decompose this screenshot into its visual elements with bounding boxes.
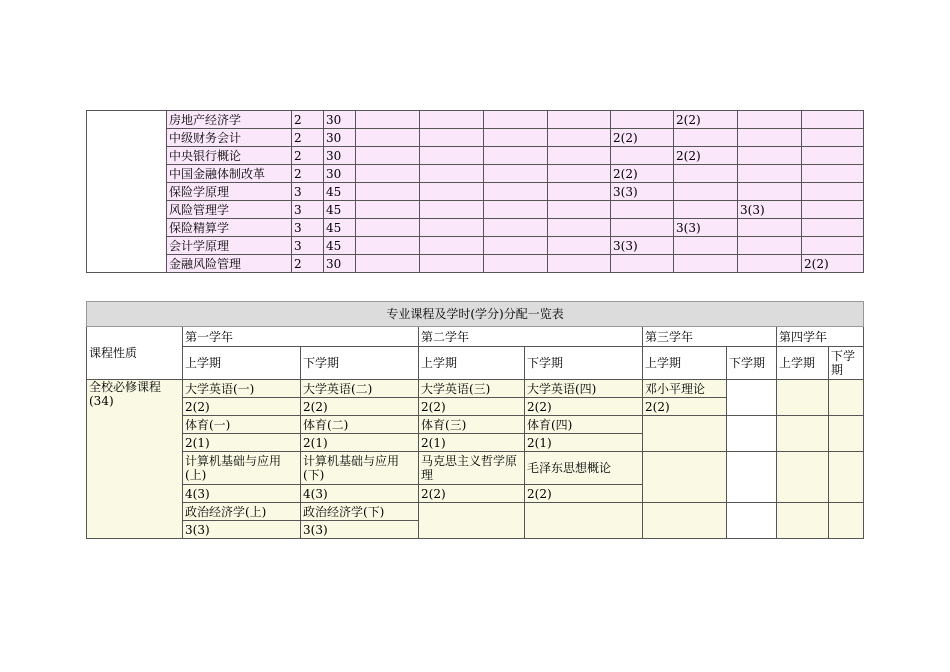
semester-allocation <box>420 255 484 273</box>
table-row <box>87 219 864 237</box>
course-table-upper <box>86 110 864 273</box>
table-row <box>87 165 864 183</box>
semester-allocation <box>420 129 484 147</box>
course-allocation-table <box>86 301 864 539</box>
empty-cell <box>643 452 727 503</box>
course-name: 房地产经济学 <box>167 111 292 129</box>
semester-allocation: 2(2) <box>611 129 674 147</box>
course-name: 会计学原理 <box>167 237 292 255</box>
semester-allocation <box>420 165 484 183</box>
course-name: 计算机基础与应用(下) <box>301 452 419 485</box>
semester-allocation <box>548 129 611 147</box>
course-name: 体育(一) <box>183 416 301 434</box>
semester-allocation <box>738 129 802 147</box>
semester-allocation <box>356 129 420 147</box>
semester-allocation <box>484 183 548 201</box>
course-credit: 2(2) <box>525 485 643 503</box>
course-credit: 2(1) <box>419 434 525 452</box>
course-name: 中级财务会计 <box>167 129 292 147</box>
table-row <box>87 201 864 219</box>
semester-allocation <box>356 183 420 201</box>
course-credit: 4(3) <box>183 485 301 503</box>
semester-allocation <box>802 129 864 147</box>
course-name: 金融风险管理 <box>167 255 292 273</box>
course-hours: 30 <box>324 129 356 147</box>
empty-cell <box>777 380 829 416</box>
semester-header: 上学期 <box>643 347 727 380</box>
year-4-header: 第四学年 <box>777 327 864 347</box>
semester-allocation: 2(2) <box>674 111 738 129</box>
semester-allocation <box>738 147 802 165</box>
course-credit: 3 <box>292 183 324 201</box>
category-cell <box>87 111 167 273</box>
semester-allocation: 3(3) <box>738 201 802 219</box>
semester-allocation <box>356 201 420 219</box>
table-row <box>87 111 864 129</box>
course-hours: 30 <box>324 111 356 129</box>
empty-cell <box>643 416 727 452</box>
course-hours: 45 <box>324 237 356 255</box>
semester-header: 下学期 <box>727 347 777 380</box>
semester-allocation <box>356 237 420 255</box>
course-name: 计算机基础与应用(上) <box>183 452 301 485</box>
semester-allocation <box>548 255 611 273</box>
table-row <box>87 183 864 201</box>
semester-allocation <box>738 183 802 201</box>
empty-cell <box>777 416 829 452</box>
course-credit: 2 <box>292 165 324 183</box>
semester-allocation <box>802 237 864 255</box>
course-name: 大学英语(一) <box>183 380 301 398</box>
course-credit: 3 <box>292 201 324 219</box>
semester-allocation <box>484 129 548 147</box>
table-row <box>87 255 864 273</box>
table-row <box>87 129 864 147</box>
semester-allocation <box>738 165 802 183</box>
semester-allocation <box>674 255 738 273</box>
semester-allocation <box>738 237 802 255</box>
semester-allocation <box>356 219 420 237</box>
semester-allocation <box>356 165 420 183</box>
semester-allocation <box>611 255 674 273</box>
semester-allocation <box>548 165 611 183</box>
semester-allocation <box>738 255 802 273</box>
semester-header: 上学期 <box>183 347 301 380</box>
semester-allocation <box>802 165 864 183</box>
semester-allocation <box>484 147 548 165</box>
year-3-header: 第三学年 <box>643 327 777 347</box>
empty-cell <box>727 380 777 416</box>
semester-allocation <box>548 219 611 237</box>
semester-allocation <box>420 183 484 201</box>
course-credit: 2 <box>292 255 324 273</box>
semester-allocation <box>674 183 738 201</box>
course-name: 邓小平理论 <box>643 380 727 398</box>
course-credit: 4(3) <box>301 485 419 503</box>
semester-header: 上学期 <box>419 347 525 380</box>
semester-header: 下学期 <box>525 347 643 380</box>
semester-allocation <box>738 219 802 237</box>
empty-cell <box>727 452 777 503</box>
empty-cell <box>829 503 864 539</box>
course-name: 大学英语(四) <box>525 380 643 398</box>
semester-allocation <box>356 111 420 129</box>
course-name: 体育(二) <box>301 416 419 434</box>
course-credit: 2(1) <box>183 434 301 452</box>
semester-allocation: 2(2) <box>674 147 738 165</box>
table-row <box>87 237 864 255</box>
course-credit: 3(3) <box>301 521 419 539</box>
semester-allocation <box>611 219 674 237</box>
course-name: 政治经济学(上) <box>183 503 301 521</box>
empty-cell <box>829 452 864 503</box>
course-name: 体育(四) <box>525 416 643 434</box>
semester-allocation <box>484 111 548 129</box>
course-hours: 30 <box>324 147 356 165</box>
semester-allocation <box>548 201 611 219</box>
semester-allocation: 3(3) <box>611 237 674 255</box>
semester-allocation: 2(2) <box>611 165 674 183</box>
semester-allocation <box>484 165 548 183</box>
semester-allocation <box>484 219 548 237</box>
empty-cell <box>525 503 643 539</box>
course-hours: 45 <box>324 201 356 219</box>
course-credit: 2 <box>292 111 324 129</box>
course-hours: 30 <box>324 165 356 183</box>
course-name: 保险精算学 <box>167 219 292 237</box>
semester-allocation <box>420 111 484 129</box>
semester-allocation <box>548 111 611 129</box>
course-name: 政治经济学(下) <box>301 503 419 521</box>
course-name: 保险学原理 <box>167 183 292 201</box>
empty-cell <box>829 380 864 416</box>
empty-cell <box>777 503 829 539</box>
course-credit: 2(2) <box>183 398 301 416</box>
semester-allocation <box>484 201 548 219</box>
course-credit: 2(2) <box>525 398 643 416</box>
semester-allocation <box>674 237 738 255</box>
required-course-category: 全校必修课程(34) <box>87 380 183 539</box>
course-hours: 45 <box>324 219 356 237</box>
semester-allocation <box>484 255 548 273</box>
course-hours: 45 <box>324 183 356 201</box>
year-1-header: 第一学年 <box>183 327 419 347</box>
course-type-header: 课程性质 <box>87 327 183 380</box>
semester-allocation <box>420 201 484 219</box>
semester-header: 下学期 <box>301 347 419 380</box>
empty-cell <box>727 503 777 539</box>
semester-allocation <box>420 147 484 165</box>
semester-header: 下学期 <box>829 347 864 380</box>
semester-allocation <box>611 111 674 129</box>
course-name: 大学英语(二) <box>301 380 419 398</box>
semester-header: 上学期 <box>777 347 829 380</box>
course-name: 大学英语(三) <box>419 380 525 398</box>
semester-allocation <box>802 183 864 201</box>
course-credit: 2(2) <box>419 398 525 416</box>
semester-allocation <box>802 147 864 165</box>
course-credit: 3(3) <box>183 521 301 539</box>
empty-cell <box>777 452 829 503</box>
semester-allocation <box>484 237 548 255</box>
semester-allocation <box>674 129 738 147</box>
semester-allocation: 3(3) <box>611 183 674 201</box>
course-credit: 2 <box>292 147 324 165</box>
year-2-header: 第二学年 <box>419 327 643 347</box>
semester-allocation <box>674 165 738 183</box>
semester-allocation: 3(3) <box>674 219 738 237</box>
semester-allocation <box>674 201 738 219</box>
empty-cell <box>829 416 864 452</box>
empty-cell <box>643 503 727 539</box>
semester-allocation <box>611 201 674 219</box>
semester-allocation <box>356 147 420 165</box>
semester-allocation <box>356 255 420 273</box>
course-name: 马克思主义哲学原理 <box>419 452 525 485</box>
semester-allocation <box>611 147 674 165</box>
course-name: 风险管理学 <box>167 201 292 219</box>
semester-allocation <box>420 219 484 237</box>
table-row <box>87 147 864 165</box>
semester-allocation: 2(2) <box>802 255 864 273</box>
course-name: 中央银行概论 <box>167 147 292 165</box>
semester-allocation <box>802 111 864 129</box>
empty-cell <box>727 416 777 452</box>
semester-allocation <box>420 237 484 255</box>
semester-allocation <box>548 183 611 201</box>
course-hours: 30 <box>324 255 356 273</box>
table-caption: 专业课程及学时(学分)分配一览表 <box>87 302 864 327</box>
empty-cell <box>419 503 525 539</box>
semester-allocation <box>802 219 864 237</box>
semester-allocation <box>548 237 611 255</box>
course-credit: 2(1) <box>525 434 643 452</box>
course-credit: 2 <box>292 129 324 147</box>
semester-allocation <box>548 147 611 165</box>
course-name: 体育(三) <box>419 416 525 434</box>
course-credit: 2(2) <box>643 398 727 416</box>
course-name: 毛泽东思想概论 <box>525 452 643 485</box>
course-credit: 3 <box>292 219 324 237</box>
course-credit: 2(2) <box>419 485 525 503</box>
course-name: 中国金融体制改革 <box>167 165 292 183</box>
course-credit: 3 <box>292 237 324 255</box>
semester-allocation <box>802 201 864 219</box>
course-credit: 2(1) <box>301 434 419 452</box>
course-credit: 2(2) <box>301 398 419 416</box>
semester-allocation <box>738 111 802 129</box>
